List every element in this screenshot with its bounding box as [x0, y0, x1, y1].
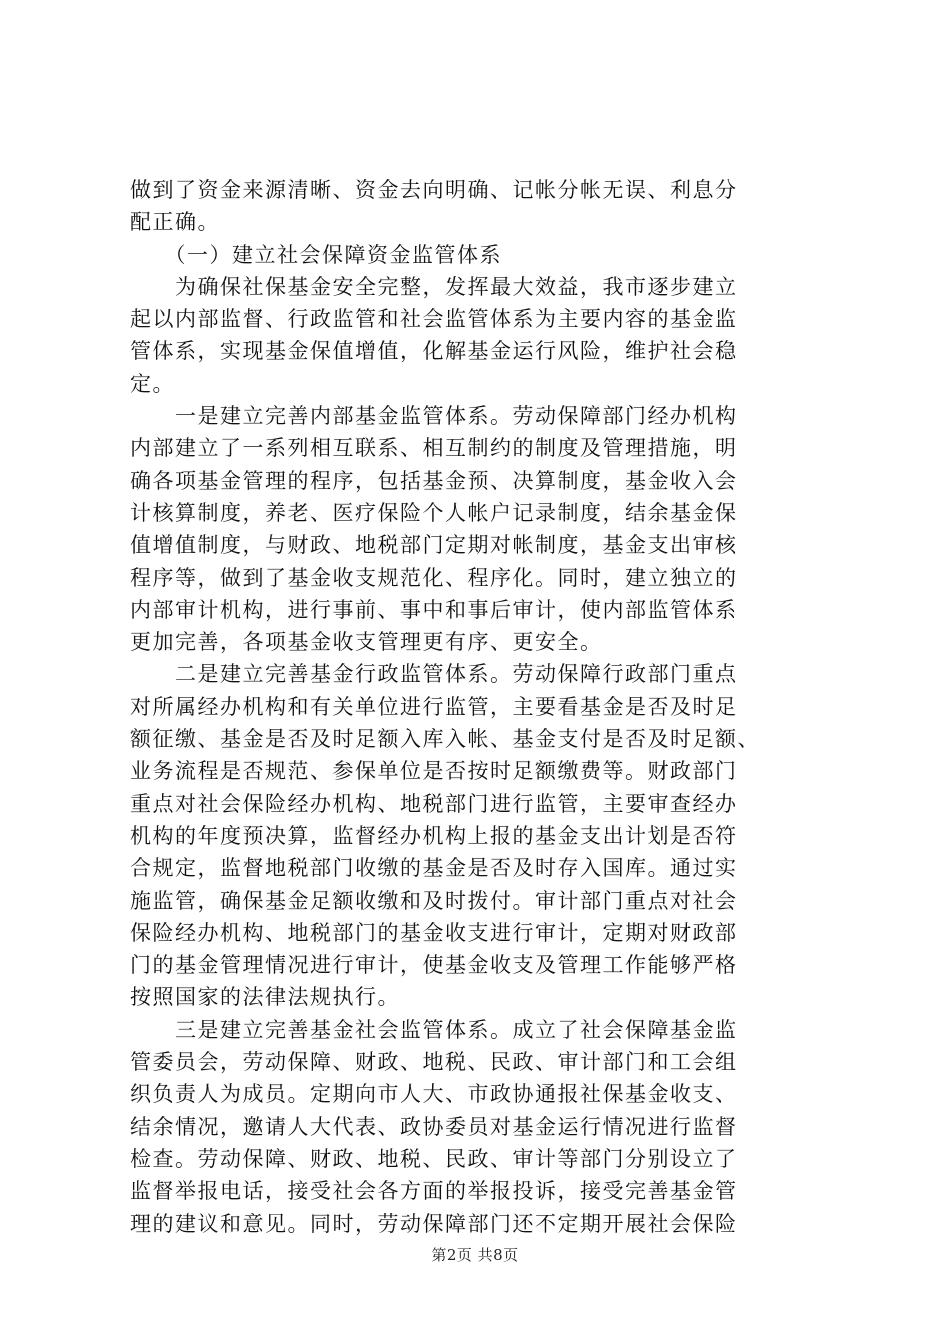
text-line: 更加完善，各项基金收支管理更有序、更安全。 — [130, 630, 603, 655]
text-line: 管体系，实现基金保值增值，化解基金运行风险，维护社会稳 — [130, 339, 738, 364]
document-body — [130, 174, 830, 1240]
text-line: 程序等，做到了基金收支规范化、程序化。同时，建立独立的 — [130, 565, 738, 590]
section-heading: （一）建立社会保障资金监管体系 — [130, 242, 502, 267]
text-line: 内部建立了一系列相互联系、相互制约的制度及管理措施，明 — [130, 436, 738, 461]
page-number: 第2页 共8页 — [431, 1246, 519, 1264]
text-line: 管委员会，劳动保障、财政、地税、民政、审计部门和工会组 — [130, 1050, 738, 1075]
text-line: 起以内部监督、行政监管和社会监管体系为主要内容的基金监 — [130, 307, 738, 332]
text-line: 一是建立完善内部基金监管体系。劳动保障部门经办机构 — [130, 404, 738, 429]
text-line: 值增值制度，与财政、地税部门定期对帐制度，基金支出审核 — [130, 533, 738, 558]
page-footer — [0, 1244, 950, 1265]
text-line: 合规定，监督地税部门收缴的基金是否及时存入国库。通过实 — [130, 856, 738, 881]
text-line: 按照国家的法律法规执行。 — [130, 985, 400, 1010]
text-line: 定。 — [130, 371, 175, 396]
text-line: 二是建立完善基金行政监管体系。劳动保障行政部门重点 — [130, 662, 738, 687]
text-line: 理的建议和意见。同时，劳动保障部门还不定期开展社会保险 — [130, 1211, 738, 1236]
text-line: 机构的年度预决算，监督经办机构上报的基金支出计划是否符 — [130, 823, 738, 848]
text-line: 为确保社保基金安全完整，发挥最大效益，我市逐步建立 — [130, 274, 738, 299]
text-line: 施监管，确保基金足额收缴和及时拨付。审计部门重点对社会 — [130, 888, 738, 913]
text-line: 重点对社会保险经办机构、地税部门进行监管，主要审查经办 — [130, 791, 738, 816]
text-line: 配正确。 — [130, 210, 220, 235]
text-line: 计核算制度，养老、医疗保险个人帐户记录制度，结余基金保 — [130, 500, 738, 525]
text-line: 内部审计机构，进行事前、事中和事后审计，使内部监管体系 — [130, 597, 738, 622]
text-line: 监督举报电话，接受社会各方面的举报投诉，接受完善基金管 — [130, 1179, 738, 1204]
text-line: 保险经办机构、地税部门的基金收支进行审计，定期对财政部 — [130, 920, 738, 945]
text-line: 确各项基金管理的程序，包括基金预、决算制度，基金收入会 — [130, 468, 738, 493]
text-line: 结余情况，邀请人大代表、政协委员对基金运行情况进行监督 — [130, 1114, 738, 1139]
text-line: 额征缴、基金是否及时足额入库入帐、基金支付是否及时足额、 — [130, 727, 760, 752]
text-line: 检查。劳动保障、财政、地税、民政、审计等部门分别设立了 — [130, 1146, 738, 1171]
text-line: 对所属经办机构和有关单位进行监管，主要看基金是否及时足 — [130, 694, 738, 719]
text-line: 门的基金管理情况进行审计，使基金收支及管理工作能够严格 — [130, 953, 738, 978]
text-line: 织负责人为成员。定期向市人大、市政协通报社保基金收支、 — [130, 1082, 738, 1107]
text-line: 三是建立完善基金社会监管体系。成立了社会保障基金监 — [130, 1017, 738, 1042]
text-line: 做到了资金来源清晰、资金去向明确、记帐分帐无误、利息分 — [130, 178, 738, 202]
text-line: 业务流程是否规范、参保单位是否按时足额缴费等。财政部门 — [130, 759, 738, 784]
